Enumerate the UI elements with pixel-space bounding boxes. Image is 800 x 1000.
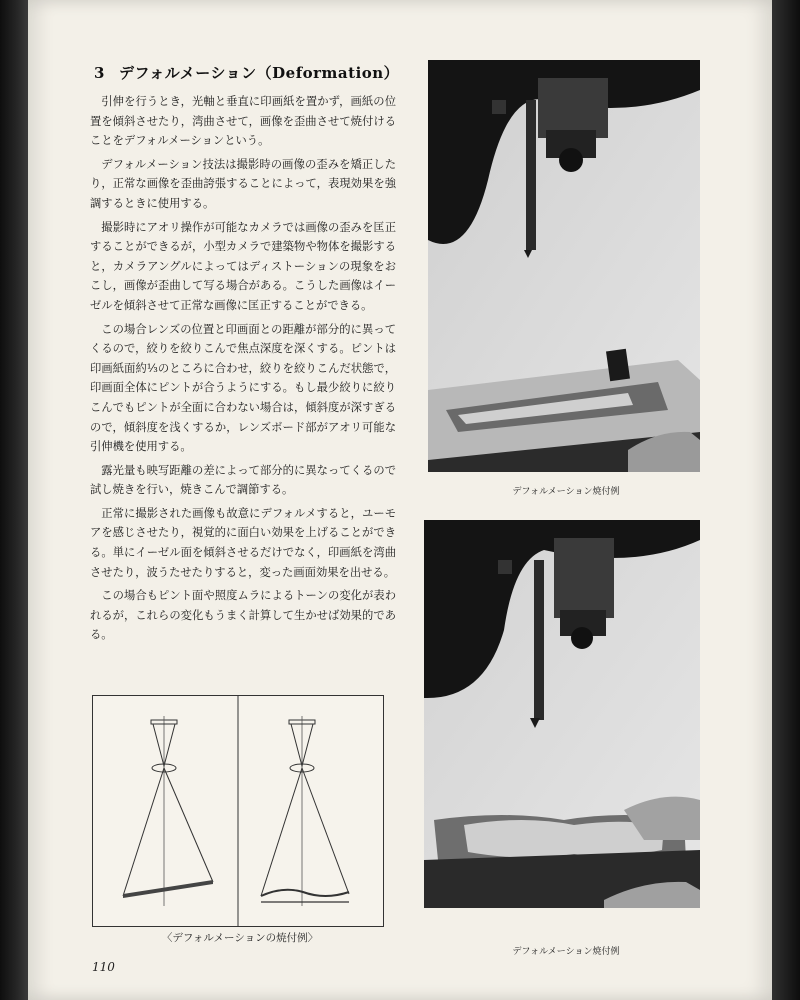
paragraph: 引伸を行うとき，光軸と垂直に印画紙を置かず，画紙の位置を傾斜させたり，湾曲させて，画像を歪曲させて焼付けることをデフォルメーションという。 (90, 95, 396, 148)
photo-caption: デフォルメーション焼付例 (512, 947, 620, 957)
body-text (90, 92, 396, 649)
book-spine-left (0, 0, 28, 1000)
section-title: デフォルメーション（Deformation） (118, 64, 400, 82)
diagram-tilted-easel (123, 716, 213, 906)
deformation-diagram (92, 695, 384, 927)
paragraph: 撮影時にアオリ操作が可能なカメラでは画像の歪みを匡正することができるが，小型カメラで建築物や物体を撮影すると，カメラアングルによってはディストーションの現象をおこし，画像が歪曲して写る場合がある。こうした画像はイーゼルを傾斜させて正常な画像に匡正することができる。 (90, 220, 396, 312)
enlarger-photo-tilted-easel (428, 60, 700, 472)
book-edge-right (772, 0, 800, 1000)
paragraph: 正常に撮影された画像も故意にデフォルメすると，ユーモアを感じさせたり，視覚的に面白い効果を上げることができる。単にイーゼル面を傾斜させるだけでなく，印画紙を湾曲させたり，波うたせたりすると，変った画面効果を出せる。 (90, 506, 396, 579)
diagram-caption: 〈デフォルメーションの焼付例〉 (161, 932, 319, 944)
diagram-curved-paper (261, 716, 349, 906)
section-number: 3 (94, 64, 105, 82)
paragraph: 露光量も映写距離の差によって部分的に異なってくるので試し焼きを行い，焼きこんで調節する。 (90, 463, 396, 497)
paragraph: デフォルメーション技法は撮影時の画像の歪みを矯正したり，正常な画像を歪曲誇張することによって，表現効果を強調するときに使用する。 (90, 157, 396, 210)
photo-caption: デフォルメーション焼付例 (512, 487, 620, 497)
paragraph: この場合もピント面や照度ムラによるトーンの変化が表われるが，これらの変化もうまく計算して生かせば効果的である。 (90, 589, 396, 642)
page-number: 110 (92, 960, 115, 974)
paragraph: この場合レンズの位置と印画面との距離が部分的に異ってくるので，絞りを絞りこんで焦点深度を深くする。ピントは印画紙面約⅓のところに合わせ，絞りを絞りこんだ状態で，印画面全体にピントが合うようにする。もし最少絞りに絞りこんでもピントが全面に合わない場合は，傾斜度が深すぎるので，傾斜度を浅くするか，レンズボード部がアオリ可能な引伸機を使用する。 (90, 322, 396, 454)
section-heading (94, 62, 414, 83)
enlarger-photo-curved-paper (424, 520, 700, 908)
